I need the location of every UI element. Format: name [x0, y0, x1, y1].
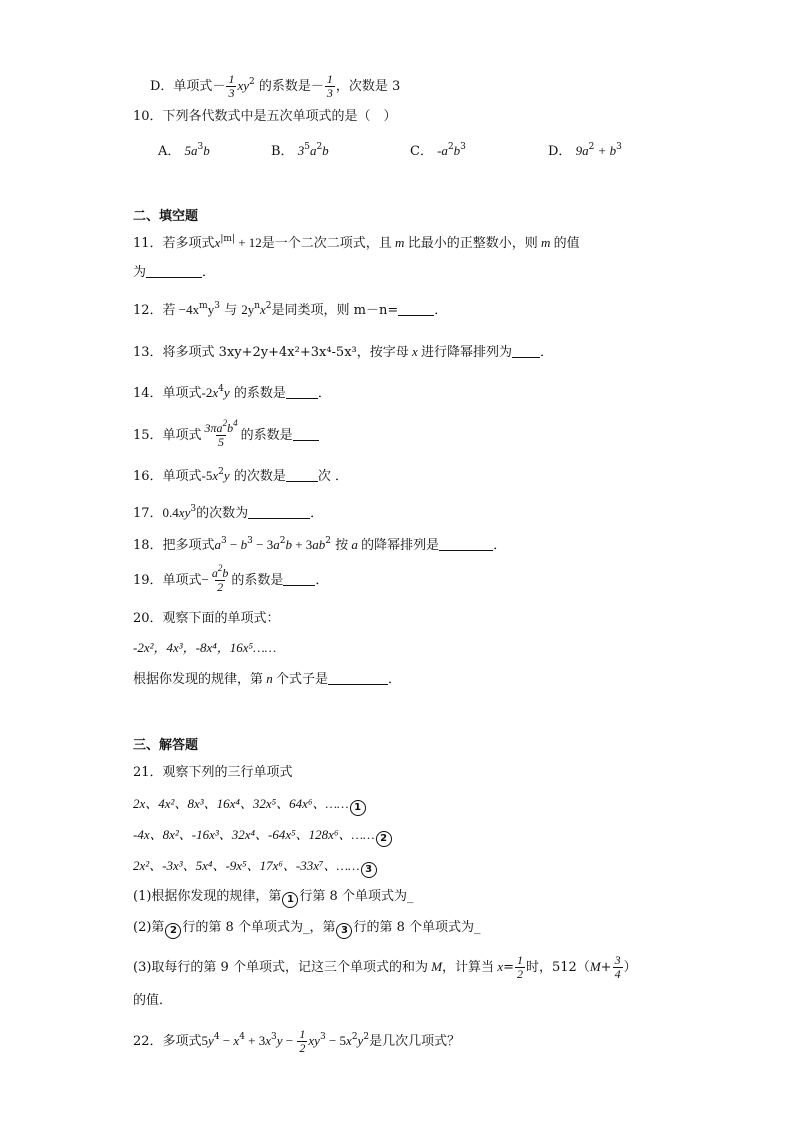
q12: 12．若 $-4x^my^3$ 与 $2y^nx^2$是同类项，则 m－n= ． — [133, 301, 448, 318]
answer-blank[interactable] — [328, 670, 388, 685]
q20-ask: 根据你发现的规律，第 n 个式子是 ． — [133, 671, 402, 687]
circled-number-1: 1 — [350, 800, 366, 816]
q10-option-a[interactable]: A． $5a^3b$ — [158, 142, 210, 159]
q10-stem: 10．下列各代数式中是五次单项式的是（ ） — [133, 109, 397, 124]
q20-sequence: -2x²，4x³，-8x⁴，16x⁵…… — [133, 640, 277, 655]
answer-blank[interactable] — [283, 571, 315, 586]
answer-blank[interactable] — [398, 301, 434, 316]
q9-option-d: D．单项式－ $\frac{1}{3}$ $xy^2$ 的系数是－ $\frac{1}{3}$ ，次数是 3 — [150, 72, 401, 100]
answer-blank[interactable] — [146, 263, 202, 278]
answer-blank[interactable] — [286, 467, 318, 482]
q11-line2: 为 ． — [133, 265, 216, 280]
q21-sub-3: (3)取每行的第 9 个单项式，记这三个单项式的和为 M，计算当 x= $\frac{1}{2}$ 时，512（M+ $\frac{3}{4}$ ） — [133, 953, 637, 981]
q11-line1: 11．若多项式$x^{|m|} + 12$是一个二次二项式，且 m 比最小的正整数小，则 m 的值 — [133, 234, 580, 251]
answer-blank[interactable] — [293, 426, 319, 441]
q20-stem: 20．观察下面的单项式： — [133, 611, 280, 626]
q10-option-b[interactable]: B． $3^5a^2b$ — [271, 142, 329, 159]
answer-blank[interactable] — [512, 343, 540, 358]
q17: 17．$0.4xy^3$的次数为 ． — [133, 504, 324, 521]
section-title-solve: 三、解答题 — [133, 738, 199, 753]
circled-number-2: 2 — [376, 831, 392, 847]
q19: 19．单项式− $\frac{a^2b}{2}$ 的系数是 ． — [133, 563, 329, 594]
q16: 16．单项式$-5x^2y$ 的次数是 次 ． — [133, 467, 348, 484]
q21-sub-1: (1)根据你发现的规律，第 1 行第 8 个单项式为_ — [133, 887, 413, 908]
q18: 18．把多项式$a^3 - b^3 - 3a^2b + 3ab^2$ 按 a 的降幂排列是 ． — [133, 536, 507, 553]
answer-blank[interactable] — [286, 384, 318, 399]
q21-sub-2: (2)第 2 行的第 8 个单项式为_，第 3 行的第 8 个单项式为_ — [133, 918, 481, 939]
q22: 22．多项式$5y^4 - x^4 + 3x^3y$ − $\frac{1}{2}$ $xy^3 - 5x^2y^2$是几次几项式？ — [133, 1027, 461, 1055]
q10-option-d[interactable]: D． $9a^2 + b^3$ — [548, 142, 622, 159]
q21-sub-3-tail: 的值． — [133, 993, 173, 1008]
section-title-fill-blank: 二、填空题 — [133, 209, 199, 224]
q21-stem: 21．观察下列的三行单项式 — [133, 765, 293, 780]
q21-row-1: 2x、4x²、8x³、16x⁴、32x⁵、64x⁶、…… 1 — [133, 794, 367, 816]
answer-blank[interactable] — [439, 536, 493, 551]
q10-option-c[interactable]: C． $-a^2b^3$ — [410, 142, 466, 159]
q13: 13．将多项式 3xy+2y+4x²+3x⁴-5x³，按字母 x 进行降幂排列为 ． — [133, 344, 554, 360]
answer-blank[interactable] — [248, 504, 310, 519]
q21-row-2: -4x、8x²、-16x³、32x⁴、-64x⁵、128x⁶、…… 2 — [133, 825, 393, 847]
q14: 14．单项式$-2x^4y$ 的系数是 ． — [133, 384, 331, 401]
circled-number-3: 3 — [361, 862, 377, 878]
q15: 15．单项式 $\frac{3\pi a^2b^4}{5}$ 的系数是 — [133, 422, 319, 450]
q21-row-3: 2x²、-3x³、5x⁴、-9x⁵、17x⁶、-33x⁷、…… 3 — [133, 856, 378, 878]
fraction-1-3: $\frac{1}{3}$ — [228, 72, 235, 100]
